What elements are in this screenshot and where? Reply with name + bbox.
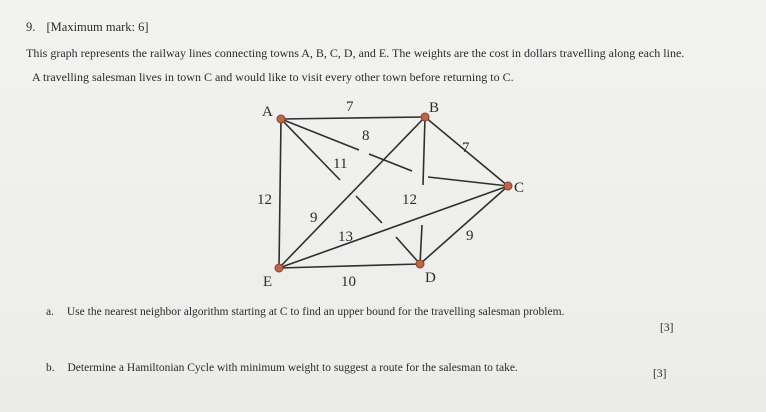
vertex-label-E: E [263, 274, 273, 290]
graph-edges [279, 117, 508, 268]
part-b-marks: [3] [653, 368, 667, 380]
edge-CE [279, 186, 508, 268]
weight-AC: 8 [362, 128, 370, 144]
edge-ED [279, 264, 420, 268]
edge-CD [420, 186, 508, 264]
vertex-label-C: C [514, 180, 525, 196]
edge-AD-part3 [396, 237, 420, 264]
edge-AC-part3 [428, 177, 508, 186]
graph-vertices [275, 113, 512, 272]
weight-ED: 10 [341, 274, 356, 290]
part-b-label: b. [46, 362, 55, 374]
weight-CE: 13 [338, 229, 353, 245]
edge-AD-part2 [356, 196, 382, 223]
weight-BC: 7 [462, 140, 470, 156]
part-a [46, 306, 564, 318]
weight-AE: 12 [257, 192, 272, 208]
edge-BD-part2 [420, 225, 422, 264]
part-a-text: Use the nearest neighbor algorithm starting at C to find an upper bound for the travelling salesman problem. [66, 306, 565, 318]
weight-BD: 12 [402, 192, 417, 208]
weight-AB: 7 [346, 99, 354, 115]
edge-AE [279, 119, 281, 268]
part-b [46, 362, 518, 374]
part-b-text: Determine a Hamiltonian Cycle with minimum weight to suggest a route for the salesman to take. [67, 362, 518, 374]
weight-BE: 11 [333, 156, 348, 172]
part-a-label: a. [46, 306, 54, 318]
weight-CD: 9 [466, 228, 474, 244]
vertex-C-node [504, 182, 512, 190]
question-number: 9. [26, 20, 36, 34]
edge-AC [281, 119, 359, 150]
vertex-B-node [421, 113, 429, 121]
weight-AD: 9 [310, 210, 318, 226]
vertex-label-D: D [425, 270, 436, 286]
vertex-label-A: A [262, 104, 273, 120]
maximum-mark: [Maximum mark: 6] [46, 20, 149, 34]
edge-AB [281, 117, 425, 119]
vertex-D-node [416, 260, 424, 268]
vertex-label-B: B [429, 100, 440, 116]
part-a-marks: [3] [660, 322, 674, 334]
question-intro-line-1: This graph represents the railway lines connecting towns A, B, C, D, and E. The weights are the cost in dollars travelling along each line. [26, 46, 685, 60]
edge-BD [423, 117, 425, 185]
vertex-A-node [277, 115, 285, 123]
vertex-E-node [275, 264, 283, 272]
edge-AD [281, 119, 340, 180]
question-intro-line-2: A travelling salesman lives in town C and would like to visit every other town before returning to C. [32, 70, 514, 84]
